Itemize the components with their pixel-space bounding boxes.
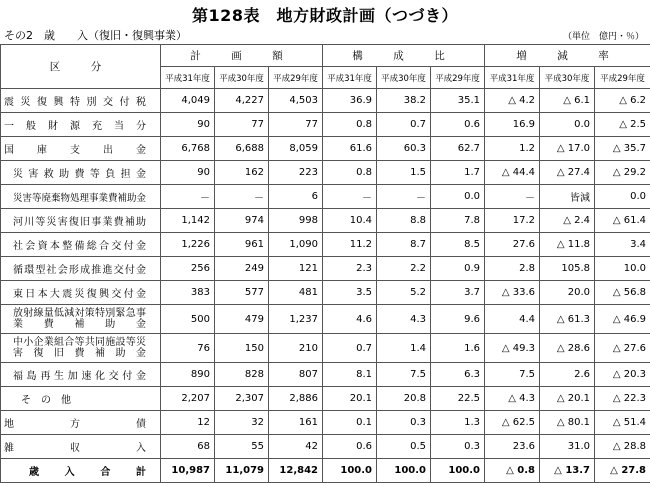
table-cell: 20.0 (540, 281, 595, 305)
table-cell: 0.3 (377, 411, 431, 435)
table-cell: 121 (269, 257, 323, 281)
table-cell: 3.5 (323, 281, 377, 305)
table-cell: － (485, 185, 540, 209)
table-cell: 5.2 (377, 281, 431, 305)
table-cell: 1,226 (161, 233, 215, 257)
table-cell: 3.4 (595, 233, 650, 257)
header-group-ratio: 構 成 比 (323, 45, 485, 67)
table-cell: 2,207 (161, 387, 215, 411)
table-cell: 8.1 (323, 363, 377, 387)
table-cell: 577 (215, 281, 269, 305)
table-cell: 4.4 (485, 305, 540, 334)
table-cell: 23.6 (485, 435, 540, 459)
table-cell: 16.9 (485, 113, 540, 137)
table-cell: △ 27.4 (540, 161, 595, 185)
table-cell: △ 35.7 (595, 137, 650, 161)
table-cell: 249 (215, 257, 269, 281)
table-row (1, 281, 650, 305)
table-cell: 1.2 (485, 137, 540, 161)
finance-table (0, 44, 650, 483)
table-cell: △ 13.7 (540, 459, 595, 483)
table-cell: 20.1 (323, 387, 377, 411)
section-subtitle: その2 歳 入（復旧・復興事業） (4, 27, 187, 43)
table-cell: 12 (161, 411, 215, 435)
table-cell: 481 (269, 281, 323, 305)
table-row (1, 435, 650, 459)
table-cell: 7.8 (431, 209, 485, 233)
page-title: 第128表 地方財政計画（つづき） (0, 3, 650, 26)
table-cell: △ 28.8 (595, 435, 650, 459)
table-cell: 162 (215, 161, 269, 185)
table-cell: △ 17.0 (540, 137, 595, 161)
row-label: 国庫支出金 (1, 137, 161, 161)
table-cell: 828 (215, 363, 269, 387)
table-cell: △ 27.8 (595, 459, 650, 483)
table-cell: 2.8 (485, 257, 540, 281)
table-cell: △ 61.3 (540, 305, 595, 334)
table-cell: 60.3 (377, 137, 431, 161)
table-row (1, 305, 650, 334)
table-cell: 1,237 (269, 305, 323, 334)
table-cell: 76 (161, 334, 215, 363)
table-cell: 1,142 (161, 209, 215, 233)
table-cell: 210 (269, 334, 323, 363)
header-year: 平成29年度 (269, 67, 323, 89)
table-cell: △ 80.1 (540, 411, 595, 435)
table-cell: 1.6 (431, 334, 485, 363)
table-cell: 20.8 (377, 387, 431, 411)
table-cell: 0.8 (323, 113, 377, 137)
table-cell: 10,987 (161, 459, 215, 483)
table-cell: 0.6 (431, 113, 485, 137)
table-cell: 100.0 (323, 459, 377, 483)
table-cell: 36.9 (323, 89, 377, 113)
table-cell: △ 20.3 (595, 363, 650, 387)
header-year: 平成29年度 (595, 67, 650, 89)
table-cell: 0.0 (431, 185, 485, 209)
table-cell: 77 (215, 113, 269, 137)
table-row (1, 185, 650, 209)
table-cell: 500 (161, 305, 215, 334)
table-cell: 31.0 (540, 435, 595, 459)
table-cell: 4,227 (215, 89, 269, 113)
table-cell: 161 (269, 411, 323, 435)
table-cell: 7.5 (485, 363, 540, 387)
table-cell: 0.8 (323, 161, 377, 185)
table-cell: 6 (269, 185, 323, 209)
table-cell: 4,049 (161, 89, 215, 113)
table-cell: △ 2.4 (540, 209, 595, 233)
header-year: 平成30年度 (215, 67, 269, 89)
table-cell: 32 (215, 411, 269, 435)
table-cell: 62.7 (431, 137, 485, 161)
row-label: 震災復興特別交付税 (1, 89, 161, 113)
header-year: 平成29年度 (431, 67, 485, 89)
row-label: 一般財源充当分 (1, 113, 161, 137)
table-row (1, 334, 650, 363)
table-cell: △ 61.4 (595, 209, 650, 233)
table-row (1, 161, 650, 185)
table-row (1, 209, 650, 233)
table-cell: 17.2 (485, 209, 540, 233)
table-row (1, 411, 650, 435)
table-cell: 0.1 (323, 411, 377, 435)
table-cell: 10.4 (323, 209, 377, 233)
table-cell: 0.3 (431, 435, 485, 459)
header-year: 平成31年度 (485, 67, 540, 89)
table-cell: △ 56.8 (595, 281, 650, 305)
table-cell: 6,768 (161, 137, 215, 161)
table-cell: 383 (161, 281, 215, 305)
table-cell: 8.7 (377, 233, 431, 257)
table-cell: 2.6 (540, 363, 595, 387)
table-cell: 0.0 (540, 113, 595, 137)
table-cell: △ 46.9 (595, 305, 650, 334)
table-cell: － (215, 185, 269, 209)
table-cell: 77 (269, 113, 323, 137)
header-year: 平成30年度 (540, 67, 595, 89)
table-cell: 150 (215, 334, 269, 363)
row-label: 放射線量低減対策特別緊急事業費補助金 (1, 305, 161, 334)
table-cell: △ 22.3 (595, 387, 650, 411)
header-year: 平成31年度 (161, 67, 215, 89)
table-cell: 0.5 (377, 435, 431, 459)
table-cell: △ 20.1 (540, 387, 595, 411)
table-cell: 6.3 (431, 363, 485, 387)
table-cell: 42 (269, 435, 323, 459)
table-cell: 0.6 (323, 435, 377, 459)
table-cell: 4.3 (377, 305, 431, 334)
row-label: 災害救助費等負担金 (1, 161, 161, 185)
table-cell: 12,842 (269, 459, 323, 483)
table-cell: △ 6.1 (540, 89, 595, 113)
table-cell: △ 49.3 (485, 334, 540, 363)
row-label: 河川等災害復旧事業費補助 (1, 209, 161, 233)
table-cell: 27.6 (485, 233, 540, 257)
table-cell: △ 4.3 (485, 387, 540, 411)
table-cell: 100.0 (377, 459, 431, 483)
table-cell: 0.9 (431, 257, 485, 281)
row-label: 社会資本整備総合交付金 (1, 233, 161, 257)
table-cell: 998 (269, 209, 323, 233)
table-cell: 8.8 (377, 209, 431, 233)
table-cell: 974 (215, 209, 269, 233)
header-group-change: 増 減 率 (485, 45, 650, 67)
table-cell: 10.0 (595, 257, 650, 281)
table-cell: － (377, 185, 431, 209)
table-cell: 0.0 (595, 185, 650, 209)
table-cell: 11.2 (323, 233, 377, 257)
row-label: 循環型社会形成推進交付金 (1, 257, 161, 281)
table-cell: 6,688 (215, 137, 269, 161)
table-cell: 2.3 (323, 257, 377, 281)
table-cell: 皆減 (540, 185, 595, 209)
table-cell: 90 (161, 161, 215, 185)
table-cell: 3.7 (431, 281, 485, 305)
table-cell: 4,503 (269, 89, 323, 113)
row-label: 歳入合計 (1, 459, 161, 483)
table-cell: △ 0.8 (485, 459, 540, 483)
table-cell: △ 6.2 (595, 89, 650, 113)
table-cell: 68 (161, 435, 215, 459)
table-cell: 90 (161, 113, 215, 137)
table-cell: － (323, 185, 377, 209)
table-cell: △ 33.6 (485, 281, 540, 305)
table-cell: 890 (161, 363, 215, 387)
table-row (1, 137, 650, 161)
table-cell: 4.6 (323, 305, 377, 334)
unit-note: （単位 億円・％） (563, 29, 644, 42)
table-cell: 22.5 (431, 387, 485, 411)
total-row (1, 459, 650, 483)
table-cell: 11,079 (215, 459, 269, 483)
table-cell: － (161, 185, 215, 209)
table-row (1, 363, 650, 387)
table-cell: △ 62.5 (485, 411, 540, 435)
table-row (1, 257, 650, 281)
table-cell: 2,886 (269, 387, 323, 411)
row-label: 地方債 (1, 411, 161, 435)
header-year: 平成30年度 (377, 67, 431, 89)
header-kubun: 区 分 (1, 45, 161, 89)
table-cell: 0.7 (323, 334, 377, 363)
table-cell: 61.6 (323, 137, 377, 161)
table-row (1, 89, 650, 113)
table-cell: 9.6 (431, 305, 485, 334)
table-body (1, 89, 650, 483)
row-label: 中小企業組合等共同施設等災害復旧費補助金 (1, 334, 161, 363)
table-cell: △ 27.6 (595, 334, 650, 363)
table-cell: 8,059 (269, 137, 323, 161)
header-group-plan: 計 画 額 (161, 45, 323, 67)
table-cell: △ 11.8 (540, 233, 595, 257)
table-row (1, 113, 650, 137)
row-label: 福島再生加速化交付金 (1, 363, 161, 387)
table-cell: △ 4.2 (485, 89, 540, 113)
table-cell: 1.3 (431, 411, 485, 435)
table-cell: 1.4 (377, 334, 431, 363)
table-cell: 1,090 (269, 233, 323, 257)
table-cell: △ 2.5 (595, 113, 650, 137)
table-cell: 7.5 (377, 363, 431, 387)
table-cell: 2,307 (215, 387, 269, 411)
table-cell: 8.5 (431, 233, 485, 257)
table-cell: 100.0 (431, 459, 485, 483)
table-cell: △ 28.6 (540, 334, 595, 363)
table-cell: △ 29.2 (595, 161, 650, 185)
row-label: 東日本大震災復興交付金 (1, 281, 161, 305)
header-year: 平成31年度 (323, 67, 377, 89)
table-cell: 35.1 (431, 89, 485, 113)
table-cell: 38.2 (377, 89, 431, 113)
row-label: そ の 他 (1, 387, 161, 411)
table-cell: 105.8 (540, 257, 595, 281)
table-cell: 961 (215, 233, 269, 257)
table-cell: 1.5 (377, 161, 431, 185)
table-cell: △ 51.4 (595, 411, 650, 435)
table-cell: 2.2 (377, 257, 431, 281)
row-label: 雑収入 (1, 435, 161, 459)
table-cell: 55 (215, 435, 269, 459)
table-cell: △ 44.4 (485, 161, 540, 185)
table-cell: 479 (215, 305, 269, 334)
table-cell: 256 (161, 257, 215, 281)
table-cell: 807 (269, 363, 323, 387)
table-row (1, 233, 650, 257)
table-cell: 0.7 (377, 113, 431, 137)
table-row (1, 387, 650, 411)
table-cell: 1.7 (431, 161, 485, 185)
table-cell: 223 (269, 161, 323, 185)
row-label: 災害等廃棄物処理事業費補助金 (1, 185, 161, 209)
